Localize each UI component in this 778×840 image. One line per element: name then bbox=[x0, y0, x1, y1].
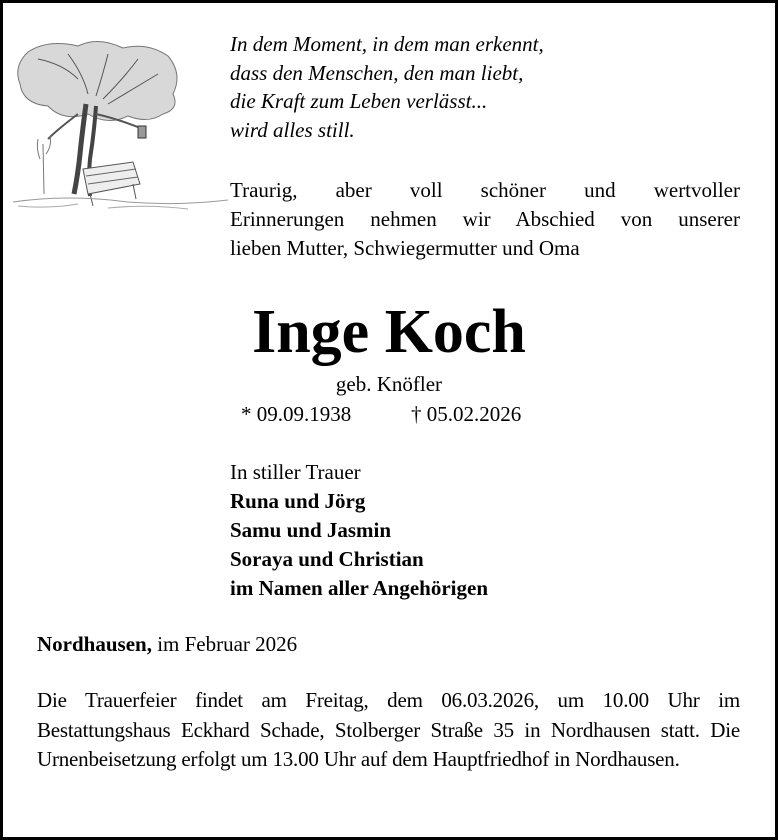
mourner: Runa und Jörg bbox=[230, 489, 366, 513]
deceased-name: Inge Koch bbox=[252, 298, 526, 366]
tree-bench-illustration-icon bbox=[8, 34, 238, 214]
intro-line: Erinnerungen nehmen wir Abschied von unserer bbox=[230, 207, 740, 231]
poem bbox=[230, 30, 544, 144]
poem-line: In dem Moment, in dem man erkennt, bbox=[230, 32, 544, 56]
life-dates bbox=[241, 400, 522, 428]
mourner: Soraya und Christian bbox=[230, 547, 424, 571]
birth-date: * 09.09.1938 bbox=[241, 402, 352, 426]
mourner: im Namen aller Angehörigen bbox=[230, 576, 489, 600]
death-date: † 05.02.2026 bbox=[411, 402, 522, 426]
intro-text bbox=[230, 176, 740, 263]
poem-line: die Kraft zum Leben verlässt... bbox=[230, 89, 488, 113]
poem-line: dass den Menschen, den man liebt, bbox=[230, 60, 524, 85]
place-month: im Februar 2026 bbox=[151, 632, 298, 656]
funeral-info: Die Trauerfeier findet am Freitag, dem 06.03.2026, um 10.00 Uhr im Bestattungshaus Eckhard Schade, Stolberger Straße 35 in Nordhausen statt. Die Urnenbeisetzung erfolgt um 13.00 Uhr auf dem Hauptfriedhof in Nordhausen. bbox=[37, 688, 740, 771]
place-city: Nordhausen, bbox=[37, 632, 152, 656]
place-date bbox=[37, 630, 297, 659]
mourner: Samu und Jasmin bbox=[230, 518, 392, 542]
intro-line: Traurig, aber voll schöner und wertvoller bbox=[230, 178, 740, 202]
mourners bbox=[230, 458, 488, 603]
birth-name: geb. Knöfler bbox=[335, 372, 443, 396]
intro-line: lieben Mutter, Schwiegermutter und Oma bbox=[230, 236, 580, 260]
mourners-intro: In stiller Trauer bbox=[230, 460, 361, 484]
poem-line: wird alles still. bbox=[230, 117, 355, 142]
